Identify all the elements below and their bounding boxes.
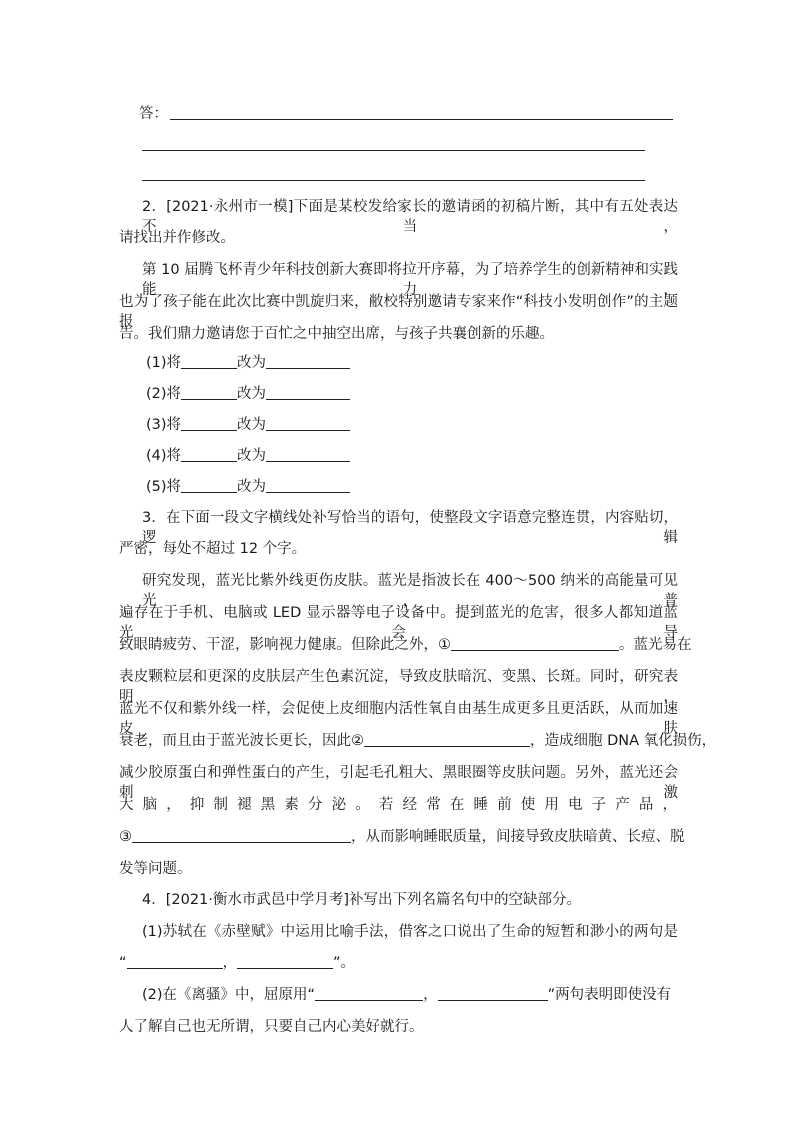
q3-text: ，从而影响睡眠质量，间接导致皮肤暗黄、长痘、脱 [351,829,685,845]
q4-sub-2 [142,985,671,1005]
q3-passage-line-2: 遍存在于手机、电脑或 LED 显示器等电子设备中。提到蓝光的危害，很多人都知道蓝光会导 [119,605,678,641]
q2-item-mid: 改为 [237,355,267,371]
q3-passage-line-4: 表皮颗粒层和更深的皮肤层产生色素沉淀，导致皮肤暗沉、变黑、长斑。同时，研究表明， [119,669,678,705]
q2-passage-line-1: 第 10 届腾飞杯青少年科技创新大赛即将拉开序幕，为了培养学生的创新精神和实践能力， [142,262,678,298]
blank-chibifu-1 [127,953,223,969]
q2-item-mid: 改为 [237,417,267,433]
blank-revision-2 [266,384,350,400]
q2-item-mid: 改为 [237,386,267,402]
blank-lisao-2 [438,985,548,1001]
blank-original-5 [181,477,237,493]
q4-sub-1: (1)苏轼在《赤壁赋》中运用比喻手法，借客之口说出了生命的短暂和渺小的两句是 [142,924,678,940]
answer-line-2 [142,150,645,151]
blank-revision-5 [266,477,350,493]
blank-revision-4 [266,446,350,462]
q2-item-2 [146,384,350,404]
q2-title-cont: 请找出并作修改。 [119,230,235,246]
q4-text: ， [222,955,238,971]
q2-item-3 [146,415,350,435]
q3-passage-line-9 [119,827,685,847]
q2-item-1 [146,353,350,373]
q3-passage-line-8: 大脑，抑制褪黑素分泌。若经常在睡前使用电子产品， [119,797,678,813]
q2-title: 2．[2021·永州市一模]下面是某校发给家长的邀请函的初稿片断，其中有五处表达不当， [142,199,678,235]
q3-text: 。蓝光易在 [619,637,692,653]
q2-item-label: (5)将 [146,479,182,495]
blank-original-2 [181,384,237,400]
answer-line-3 [142,180,645,181]
q2-item-mid: 改为 [237,448,267,464]
q4-sub-2-cont: 人了解自己也无所谓，只要自己内心美好就行。 [119,1019,424,1035]
q4-text: ”两句表明即使没有 [547,987,672,1003]
q3-text: ，造成细胞 DNA 氧化损伤， [530,733,717,749]
q2-passage-line-2: 也为了孩子能在此次比赛中凯旋归来，敝校特别邀请专家来作“科技小发明创作”的主题报 [119,294,678,330]
q4-text: “ [119,955,127,971]
blank-revision-3 [266,415,350,431]
q2-item-5 [146,477,350,497]
answer-label: 答： [139,106,168,122]
q4-text: ， [423,987,438,1003]
blank-original-3 [181,415,237,431]
blank-chibifu-2 [237,953,333,969]
q3-text: 衰老，而且由于蓝光波长更长，因此② [119,733,364,749]
blank-original-4 [181,446,237,462]
blank-3 [132,827,351,843]
q2-item-label: (1)将 [146,355,182,371]
blank-lisao-1 [315,985,423,1001]
q4-text: ”。 [333,955,356,971]
q3-passage-line-3 [119,635,692,655]
q3-passage-line-6 [119,731,716,751]
blank-1 [451,635,619,651]
q3-title-cont: 严密，每处不超过 12 个字。 [119,541,307,557]
q2-passage-line-3: 告。我们鼎力邀请您于百忙之中抽空出席，与孩子共襄创新的乐趣。 [119,326,554,342]
q3-text: 致眼睛疲劳、干涩，影响视力健康。但除此之外，① [119,637,451,653]
q4-sub-1-blanks [119,953,355,973]
q4-title: 4．[2021·衡水市武邑中学月考]补写出下列名篇名句中的空缺部分。 [142,892,582,908]
blank-2 [364,731,530,747]
q3-passage-line-1: 研究发现，蓝光比紫外线更伤皮肤。蓝光是指波长在 400～500 纳米的高能量可见光，普 [142,573,678,609]
q3-title: 3．在下面一段文字横线处补写恰当的语句，使整段文字语意完整连贯，内容贴切，逻辑 [142,510,678,546]
blank-original-1 [181,353,237,369]
q2-item-4 [146,446,350,466]
q3-passage-line-7: 减少胶原蛋白和弹性蛋白的产生，引起毛孔粗大、黑眼圈等皮肤问题。另外，蓝光还会刺激 [119,765,678,801]
q3-passage-line-10: 发等问题。 [119,861,192,877]
q4-text: (2)在《离骚》中，屈原用“ [142,987,316,1003]
answer-line-1 [170,119,673,120]
q2-item-label: (4)将 [146,448,182,464]
blank-revision-1 [266,353,350,369]
q2-item-label: (2)将 [146,386,182,402]
q2-item-mid: 改为 [237,479,267,495]
q3-text: ③ [119,829,132,845]
q2-item-label: (3)将 [146,417,182,433]
q3-passage-line-5: 蓝光不仅和紫外线一样，会促使上皮细胞内活性氧自由基生成更多且更活跃，从而加速皮肤 [119,701,678,737]
